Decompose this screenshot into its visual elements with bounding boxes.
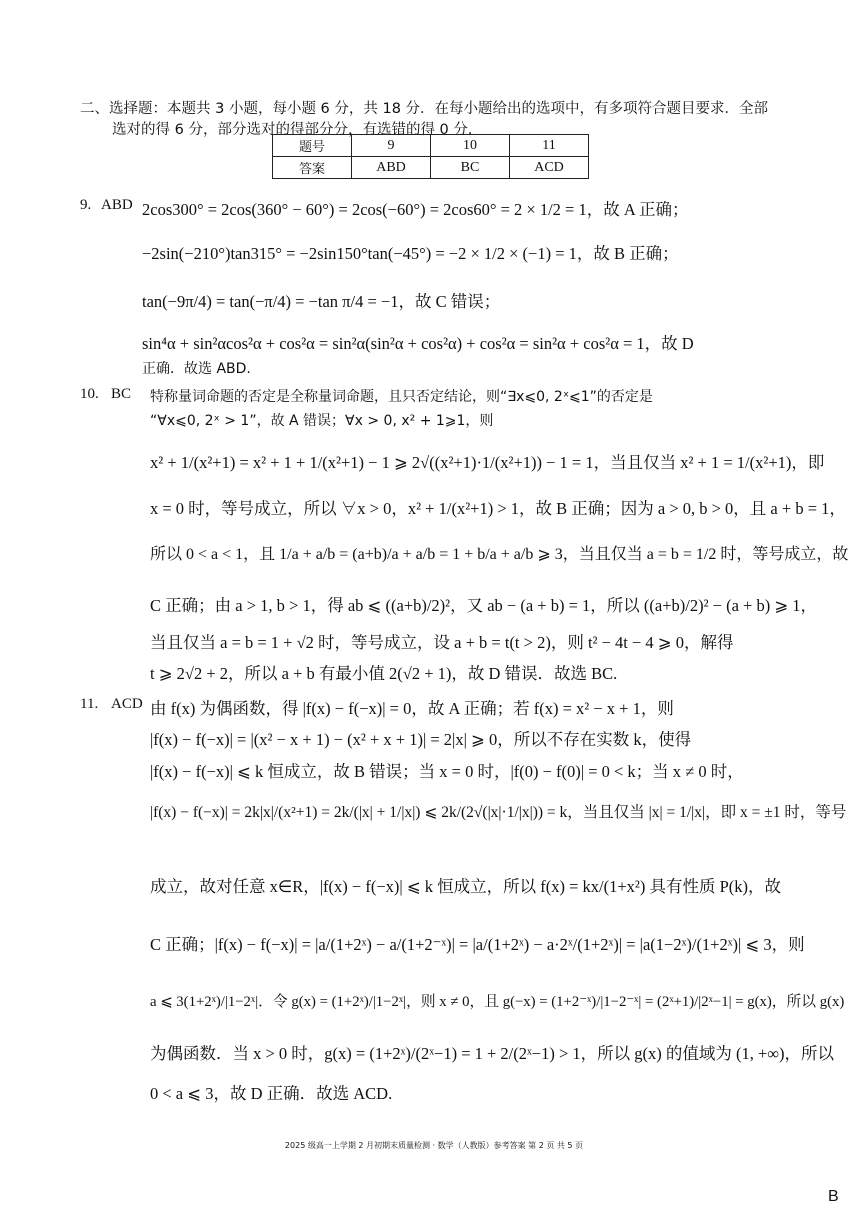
q10-line-7: 当且仅当 a = b = 1 + √2 时，等号成立，设 a + b = t(t > 2)，则 t² − 4t − 4 ⩾ 0，解得 [150, 633, 734, 652]
q10-answer: BC [111, 386, 132, 402]
q9-line-3: tan(−9π/4) = tan(−π/4) = −tan π/4 = −1，故 C 错误； [142, 292, 501, 311]
q11-answer: ACD [111, 696, 143, 712]
q11-line-5: 成立，故对任意 x∈R，|f(x) − f(−x)| ⩽ k 恒成立，所以 f(x) = kx/(1+x²) 具有性质 P(k)，故 [150, 877, 782, 896]
table-cell: 10 [431, 135, 510, 157]
q11-line-8: 为偶函数．当 x > 0 时，g(x) = (1+2ˣ)/(2ˣ−1) = 1 + 2/(2ˣ−1) > 1，所以 g(x) 的值域为 (1, +∞)，所以 [150, 1044, 835, 1063]
answer-table [272, 134, 589, 179]
section-heading-line1: 二、选择题：本题共 3 小题，每小题 6 分，共 18 分．在每小题给出的选项中，有多项符合题目要求．全部 [80, 101, 769, 117]
table-cell: 9 [352, 135, 431, 157]
table-cell: 答案 [273, 157, 352, 179]
q9-number: 9. [80, 197, 92, 213]
page-footer: 2025 级高一上学期 2 月初期末质量检测 · 数学（人教版）参考答案 第 2 页 共 5 页 [284, 1141, 584, 1150]
section-heading-line2: 选对的得 6 分，部分选对的得部分分，有选错的得 0 分． [112, 122, 483, 138]
q10-line-5: 所以 0 < a < 1，且 1/a + a/b = (a+b)/a + a/b = 1 + b/a + a/b ⩾ 3，当且仅当 a = b = 1/2 时，等号成立，故 [150, 546, 849, 563]
q10-line-2: “∀x⩽0, 2ˣ > 1”，故 A 错误；∀x > 0, x² + 1⩾1，则 [150, 413, 494, 429]
q10-number: 10. [80, 386, 99, 402]
q9-line-4: sin⁴α + sin²αcos²α + cos²α = sin²α(sin²α + cos²α) + cos²α = sin²α + cos²α = 1，故 D [142, 334, 694, 353]
q10-line-3: x² + 1/(x²+1) = x² + 1 + 1/(x²+1) − 1 ⩾ 2√((x²+1)·1/(x²+1)) − 1 = 1，当且仅当 x² + 1 = 1/(x²+1)，即 [150, 453, 825, 472]
table-row [273, 135, 589, 157]
q9-line-1: 2cos300° = 2cos(360° − 60°) = 2cos(−60°) = 2cos60° = 2 × 1/2 = 1，故 A 正确； [142, 200, 689, 219]
q11-line-1: 由 f(x) 为偶函数，得 |f(x) − f(−x)| = 0，故 A 正确；若 f(x) = x² − x + 1，则 [150, 699, 674, 718]
q11-line-6: C 正确；|f(x) − f(−x)| = |a/(1+2ˣ) − a/(1+2⁻ˣ)| = |a/(1+2ˣ) − a·2ˣ/(1+2ˣ)| = |a(1−2ˣ)/(1+2ˣ)| ⩽ 3，则 [150, 935, 805, 954]
q11-line-7: a ⩽ 3(1+2ˣ)/|1−2ˣ|．令 g(x) = (1+2ˣ)/|1−2ˣ|，则 x ≠ 0，且 g(−x) = (1+2⁻ˣ)/|1−2⁻ˣ| = (2ˣ+1)/|2ˣ−1| = g(x)，所以 g(x) [150, 994, 845, 1010]
q10-line-8: t ⩾ 2√2 + 2，所以 a + b 有最小值 2(√2 + 1)，故 D 错误．故选 BC. [150, 664, 618, 683]
q11-line-3: |f(x) − f(−x)| ⩽ k 恒成立，故 B 错误；当 x = 0 时，|f(0) − f(0)| = 0 < k；当 x ≠ 0 时， [150, 762, 744, 781]
table-cell: BC [431, 157, 510, 179]
q9-line-5: 正确．故选 ABD. [142, 361, 251, 377]
table-cell: ABD [352, 157, 431, 179]
corner-mark: B [828, 1188, 839, 1205]
table-row [273, 157, 589, 179]
q11-line-4: |f(x) − f(−x)| = 2k|x|/(x²+1) = 2k/(|x| + 1/|x|) ⩽ 2k/(2√(|x|·1/|x|)) = k，当且仅当 |x| = 1/|x|，即 x = ±1 时，等号 [150, 804, 847, 821]
table-cell: 11 [510, 135, 589, 157]
table-cell: 题号 [273, 135, 352, 157]
table-cell: ACD [510, 157, 589, 179]
q9-answer: ABD [101, 197, 133, 213]
q10-line-1: 特称量词命题的否定是全称量词命题，且只否定结论，则“∃x⩽0, 2ˣ⩽1”的否定是 [150, 389, 653, 405]
q11-number: 11. [80, 696, 99, 712]
q9-line-2: −2sin(−210°)tan315° = −2sin150°tan(−45°) = −2 × 1/2 × (−1) = 1，故 B 正确； [142, 244, 679, 263]
q11-line-9: 0 < a ⩽ 3，故 D 正确．故选 ACD. [150, 1084, 393, 1103]
q10-line-4: x = 0 时，等号成立，所以 ∀x > 0，x² + 1/(x²+1) > 1，故 B 正确；因为 a > 0, b > 0，且 a + b = 1， [150, 499, 846, 518]
q11-line-2: |f(x) − f(−x)| = |(x² − x + 1) − (x² + x + 1)| = 2|x| ⩾ 0，所以不存在实数 k，使得 [150, 730, 692, 749]
q10-line-6: C 正确；由 a > 1, b > 1，得 ab ⩽ ((a+b)/2)²，又 ab − (a + b) = 1，所以 ((a+b)/2)² − (a + b) ⩾ 1， [150, 596, 818, 615]
